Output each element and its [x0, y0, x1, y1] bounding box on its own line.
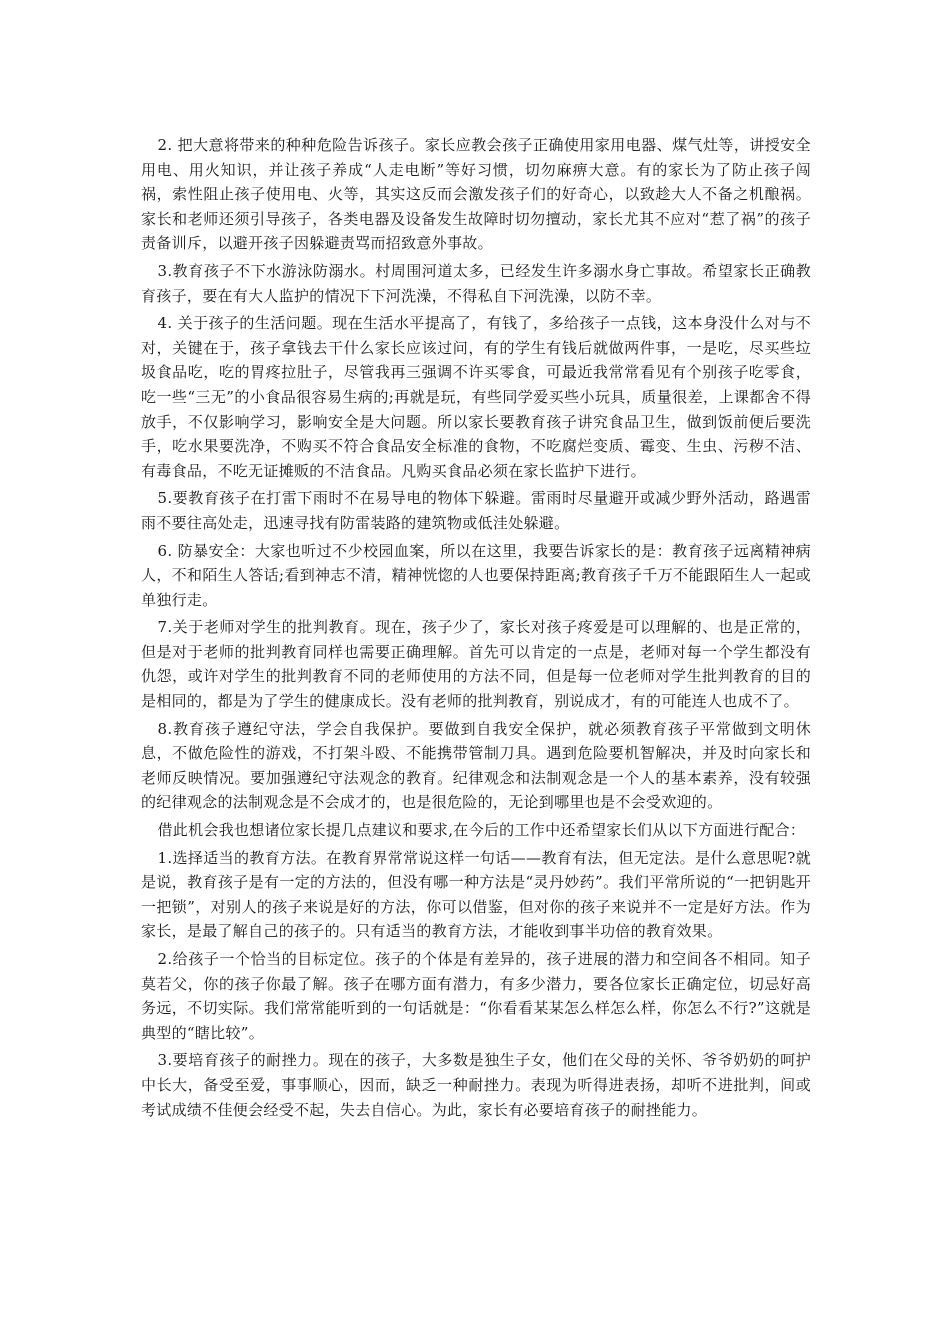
- paragraph-intro-suggestions: 借此机会我也想诸位家长提几点建议和要求,在今后的工作中还希望家长们从以下方面进行配合：: [157, 821, 806, 840]
- paragraph-8: 8.教育孩子遵纪守法，学会自我保护。要做到自我安全保护，就必须教育孩子平常做到文明休息，不做危险性的游戏，不打架斗殴、不能携带管制刀具。遇到危险要机智解决，并及时向家长和老师反映情况。要加强遵纪守法观念的教育。纪律观念和法制观念是一个人的基本素养，没有较强的纪律观念的法制观念是不会成才的，也是很危险的，无论到哪里也是不会受欢迎的。: [141, 719, 811, 812]
- paragraph-4: 4. 关于孩子的生活问题。现在生活水平提高了，有钱了，多给孩子一点钱，这本身没什么对与不对，关键在于，孩子拿钱去干什么家长应该过问，有的学生有钱后就做两件事，一是吃，尽买些垃圾食品吃，吃的胃疼拉肚子，尽管我再三强调不许买零食，可最近我常常看见有个别孩子吃零食，吃一些“三无”的小食品很容易生病的;再就是玩，有些同学爱买些小玩具，质量很差，上课都舍不得放手，不仅影响学习，影响安全是大问题。所以家长要教育孩子讲究食品卫生，做到饭前便后要洗手，吃水果要洗净，不购买不符合食品安全标准的食物，不吃腐烂变质、霉变、生虫、污秽不洁、有毒食品，不吃无证摊贩的不洁食品。凡购买食品必须在家长监护下进行。: [141, 314, 811, 480]
- paragraph-7: 7.关于老师对学生的批判教育。现在，孩子少了，家长对孩子疼爱是可以理解的、也是正常的，但是对于老师的批判教育同样也需要正确理解。首先可以肯定的一点是，老师对每一个学生都没有仇怨，或许对学生的批判教育不同的老师使用的方法不同，但是每一位老师对学生批判教育的目的是相同的，都是为了学生的健康成长。没有老师的批判教育，别说成才，有的可能连人也成不了。: [141, 618, 811, 711]
- suggestion-1: 1.选择适当的教育方法。在教育界常常说这样一句话——教育有法，但无定法。是什么意思呢?就是说，教育孩子是有一定的方法的，但没有哪一种方法是“灵丹妙药”。我们平常所说的“一把钥匙开一把锁”，对别人的孩子来说是好的方法，你可以借鉴，但对你的孩子来说并不一定是好方法。作为家长，是最了解自己的孩子的。只有适当的教育方法，才能收到事半功倍的教育效果。: [141, 848, 811, 941]
- paragraph-5: 5.要教育孩子在打雷下雨时不在易导电的物体下躲避。雷雨时尽量避开或减少野外活动，路遇雷雨不要往高处走，迅速寻找有防雷装路的建筑物或低洼处躲避。: [141, 489, 811, 532]
- document-body: [141, 133, 811, 1125]
- paragraph-6: 6. 防暴安全：大家也听过不少校园血案，所以在这里，我要告诉家长的是：教育孩子远离精神病人，不和陌生人答话;看到神志不清，精神恍惚的人也要保持距离;教育孩子千万不能跟陌生人一起或单独行走。: [141, 541, 811, 609]
- paragraph-2: 2. 把大意将带来的种种危险告诉孩子。家长应教会孩子正确使用家用电器、煤气灶等，讲授安全用电、用火知识，并让孩子养成“人走电断”等好习惯，切勿麻痹大意。有的家长为了防止孩子闯祸，索性阻止孩子使用电、火等，其实这反而会激发孩子们的好奇心，以致趁大人不备之机酿祸。家长和老师还须引导孩子，各类电器及设备发生故障时切勿擅动，家长尤其不应对“惹了祸”的孩子责备训斥，以避开孩子因躲避责骂而招致意外事故。: [141, 136, 811, 253]
- suggestion-3: 3.要培育孩子的耐挫力。现在的孩子，大多数是独生子女，他们在父母的关怀、爷爷奶奶的呵护中长大，备受至爱，事事顺心，因而，缺乏一种耐挫力。表现为听得进表扬，却听不进批判，间或考试成绩不佳便会经受不起，失去自信心。为此，家长有必要培育孩子的耐挫能力。: [141, 1051, 811, 1119]
- paragraph-3: 3.教育孩子不下水游泳防溺水。村周围河道太多，已经发生许多溺水身亡事故。希望家长正确教育孩子，要在有大人监护的情况下下河洗澡，不得私自下河洗澡，以防不幸。: [141, 261, 811, 305]
- suggestion-2: 2.给孩子一个恰当的目标定位。孩子的个体是有差异的，孩子进展的潜力和空间各不相同。知子莫若父，你的孩子你最了解。孩子在哪方面有潜力，有多少潜力，要各位家长正确定位，切忌好高务远，不切实际。我们常常能听到的一句话就是：“你看看某某怎么样怎么样，你怎么不行?”这就是典型的“瞎比较”。: [141, 950, 811, 1042]
